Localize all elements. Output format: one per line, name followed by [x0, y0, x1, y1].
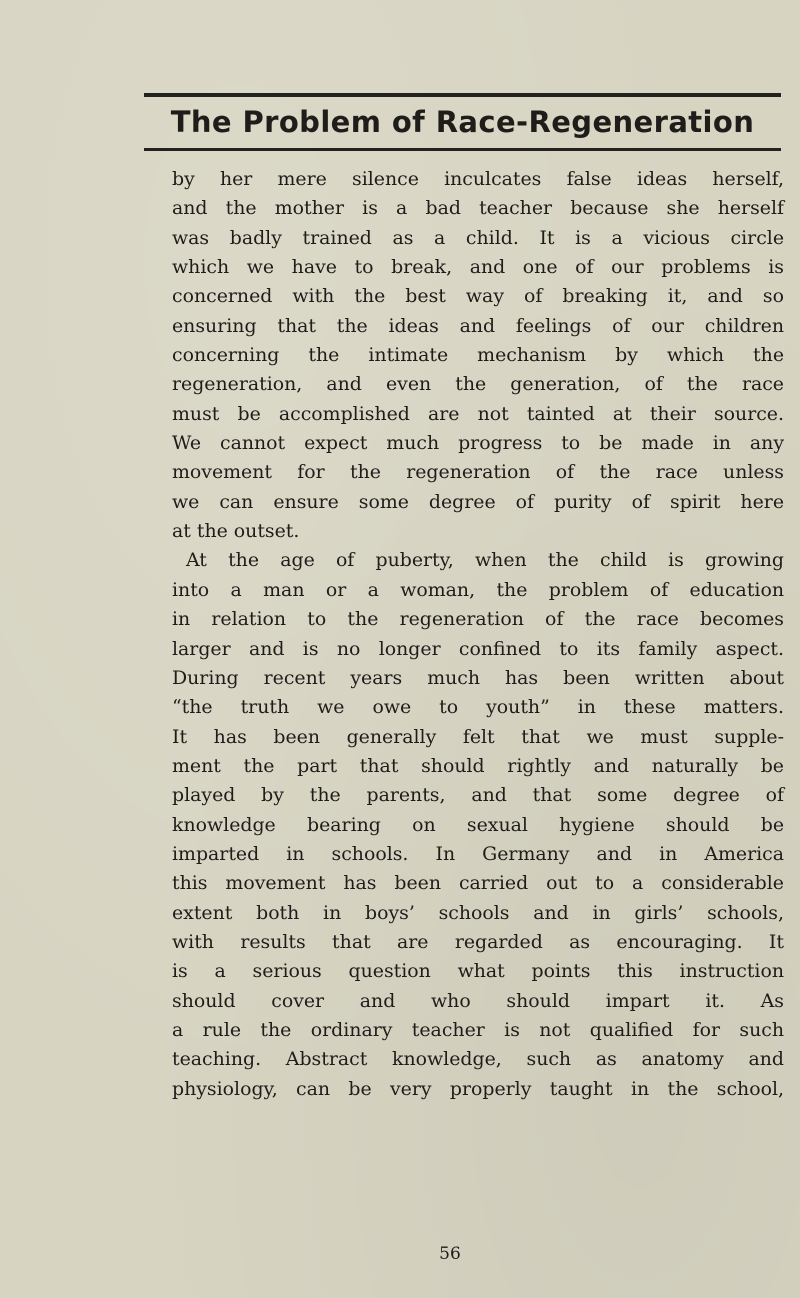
- text-line: and the mother is a bad teacher because she herself: [172, 197, 784, 220]
- text-line: in relation to the regeneration of the race becomes: [172, 608, 784, 631]
- paragraph-2: [172, 546, 784, 1104]
- text-line: we can ensure some degree of purity of spirit here: [172, 490, 784, 513]
- paragraph-1: [172, 165, 784, 546]
- text-line: teaching. Abstract knowledge, such as anatomy and: [172, 1048, 784, 1071]
- text-line: concerning the intimate mechanism by which the: [172, 344, 784, 367]
- text-line: larger and is no longer confined to its family aspect.: [172, 637, 784, 660]
- text-line: into a man or a woman, the problem of education: [172, 578, 784, 601]
- text-line: ment the part that should rightly and naturally be: [172, 754, 784, 777]
- text-line: “the truth we owe to youth” in these matters.: [172, 696, 784, 719]
- text-line: concerned with the best way of breaking it, and so: [172, 285, 784, 308]
- text-line: with results that are regarded as encouraging. It: [172, 930, 784, 953]
- text-line: by her mere silence inculcates false ideas herself,: [172, 168, 784, 190]
- text-line: ensuring that the ideas and feelings of our children: [172, 314, 784, 337]
- text-line: which we have to break, and one of our problems is: [172, 256, 784, 279]
- text-line: We cannot expect much progress to be made in any: [172, 432, 784, 455]
- text-line: movement for the regeneration of the race unless: [172, 461, 784, 484]
- text-line: this movement has been carried out to a considerable: [172, 872, 784, 895]
- text-line: During recent years much has been written about: [172, 666, 784, 689]
- text-line: is a serious question what points this instruction: [172, 960, 784, 983]
- text-line: regeneration, and even the generation, of the race: [172, 373, 784, 396]
- text-line: It has been generally felt that we must supple-: [172, 725, 784, 748]
- running-title: The Problem of Race-Regeneration: [170, 105, 755, 139]
- text-line: was badly trained as a child. It is a vicious circle: [172, 226, 784, 249]
- text-line: a rule the ordinary teacher is not qualified for such: [172, 1018, 784, 1041]
- text-line: should cover and who should impart it. As: [172, 989, 784, 1012]
- text-line: knowledge bearing on sexual hygiene should be: [172, 813, 784, 836]
- text-line: must be accomplished are not tainted at their source.: [172, 402, 784, 425]
- page-number: 56: [439, 1244, 461, 1264]
- text-line: played by the parents, and that some degree of: [172, 784, 784, 807]
- body-text: [172, 165, 784, 1104]
- text-line: imparted in schools. In Germany and in America: [172, 842, 784, 865]
- text-line: extent both in boys’ schools and in girls’ schools,: [172, 901, 784, 924]
- text-line: at the outset.: [172, 520, 300, 543]
- text-line: At the age of puberty, when the child is growing: [186, 549, 784, 572]
- header-rule-top: [144, 93, 781, 97]
- text-line: physiology, can be very properly taught in the school,: [172, 1077, 784, 1100]
- header-rule-bottom: [144, 148, 781, 151]
